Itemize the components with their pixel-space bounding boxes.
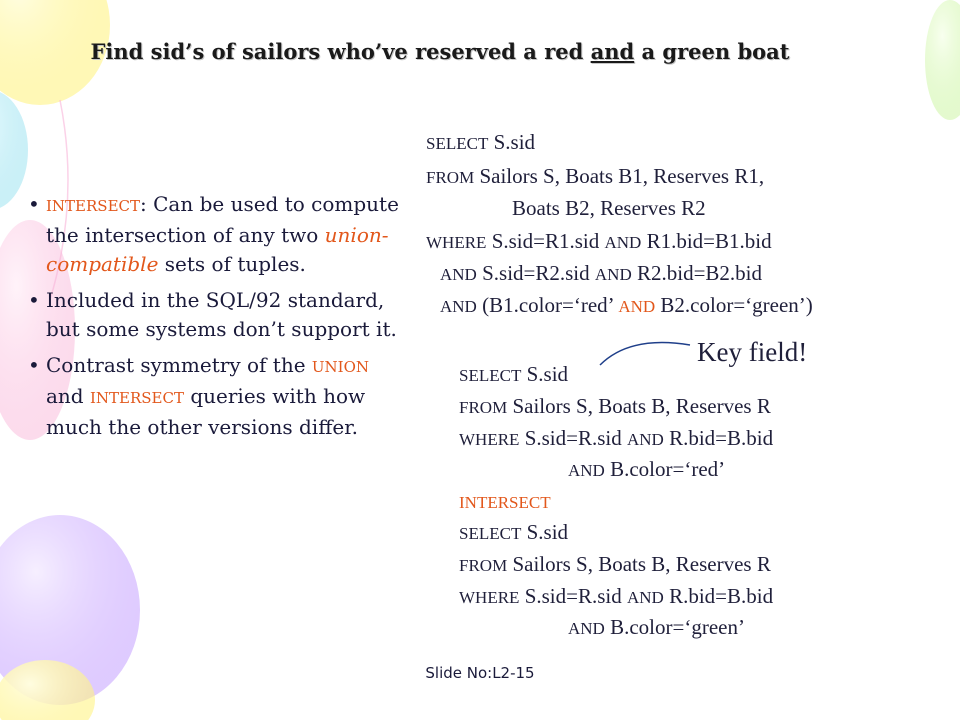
sql-keyword: FROM bbox=[459, 556, 508, 575]
sql-text: S.sid=R1.sid bbox=[486, 229, 605, 253]
q2-and-line-2 bbox=[568, 615, 745, 640]
keyword-intersect: INTERSECT bbox=[89, 389, 184, 407]
title-text-a: Find sid’s of sailors who’ve reserved a red bbox=[90, 39, 591, 64]
sql-text: S.sid=R.sid bbox=[519, 426, 627, 450]
sql-keyword: FROM bbox=[426, 168, 475, 187]
sql-text: S.sid bbox=[488, 130, 536, 154]
q2-from-line-2 bbox=[459, 552, 771, 577]
q2-select-line-1 bbox=[459, 362, 568, 387]
sql-keyword: SELECT bbox=[459, 524, 522, 543]
slide-number: Slide No:L2-15 bbox=[425, 664, 535, 682]
sql-keyword: AND bbox=[440, 297, 477, 316]
q2-from-line-1 bbox=[459, 394, 771, 419]
sql-keyword-intersect: INTERSECT bbox=[459, 493, 551, 512]
sql-keyword: SELECT bbox=[459, 366, 522, 385]
keyword-union: UNION bbox=[311, 358, 370, 376]
sql-text: R.bid=B.bid bbox=[663, 426, 774, 450]
union-compatible-term: union-compatible bbox=[46, 223, 389, 276]
bullet-text: Contrast symmetry of the bbox=[46, 353, 312, 377]
sql-keyword: AND bbox=[440, 265, 477, 284]
bullet-text: queries with how much the other versions differ. bbox=[46, 384, 366, 439]
sql-text: (B1.color=‘red’ bbox=[476, 293, 619, 317]
sql-text: R1.bid=B1.bid bbox=[641, 229, 772, 253]
q2-and-line-1 bbox=[568, 457, 725, 482]
sql-text: Sailors S, Boats B, Reserves R bbox=[507, 552, 771, 576]
sql-keyword: AND bbox=[594, 265, 632, 284]
sql-keyword: AND bbox=[626, 588, 664, 607]
sql-text: B2.color=‘green’) bbox=[655, 293, 813, 317]
bullet-text: Included in the SQL/92 standard, but some systems don’t support it. bbox=[46, 288, 397, 341]
sql-keyword-highlight: AND bbox=[618, 297, 656, 316]
sql-keyword: WHERE bbox=[426, 233, 487, 252]
sql-keyword: AND bbox=[568, 461, 605, 480]
sql-keyword: AND bbox=[626, 430, 664, 449]
sql-text: S.sid bbox=[521, 362, 569, 386]
sql-keyword: WHERE bbox=[459, 588, 520, 607]
sql-text: B.color=‘green’ bbox=[604, 615, 745, 639]
bullet-text: sets of tuples. bbox=[158, 252, 306, 276]
q2-select-line-2 bbox=[459, 520, 568, 545]
sql-text: R2.bid=B2.bid bbox=[631, 261, 763, 285]
bullet-text: and bbox=[46, 384, 90, 408]
keyword-intersect: INTERSECT bbox=[46, 197, 141, 215]
title-underlined-word: and bbox=[590, 39, 635, 64]
sql-text: S.sid bbox=[521, 520, 569, 544]
sql-keyword: AND bbox=[604, 233, 642, 252]
key-field-annotation: Key field! bbox=[697, 337, 808, 367]
sql-text: Sailors S, Boats B, Reserves R bbox=[507, 394, 771, 418]
sql-text: Boats B2, Reserves R2 bbox=[512, 196, 706, 220]
sql-text: S.sid=R.sid bbox=[519, 584, 627, 608]
sql-text: Sailors S, Boats B1, Reserves R1, bbox=[474, 164, 765, 188]
q2-where-line-1 bbox=[459, 426, 773, 451]
sql-text: R.bid=B.bid bbox=[663, 584, 774, 608]
title-text-b: a green boat bbox=[634, 39, 790, 64]
sql-text: S.sid=R2.sid bbox=[476, 261, 595, 285]
bullet-text: : Can be used to compute the intersection of any two bbox=[46, 192, 399, 247]
sql-keyword: AND bbox=[568, 619, 605, 638]
sql-text: B.color=‘red’ bbox=[604, 457, 726, 481]
sql-keyword: FROM bbox=[459, 398, 508, 417]
sql-keyword: SELECT bbox=[426, 134, 489, 153]
q2-intersect-line bbox=[459, 489, 551, 514]
sql-keyword: WHERE bbox=[459, 430, 520, 449]
q2-where-line-2 bbox=[459, 584, 773, 609]
